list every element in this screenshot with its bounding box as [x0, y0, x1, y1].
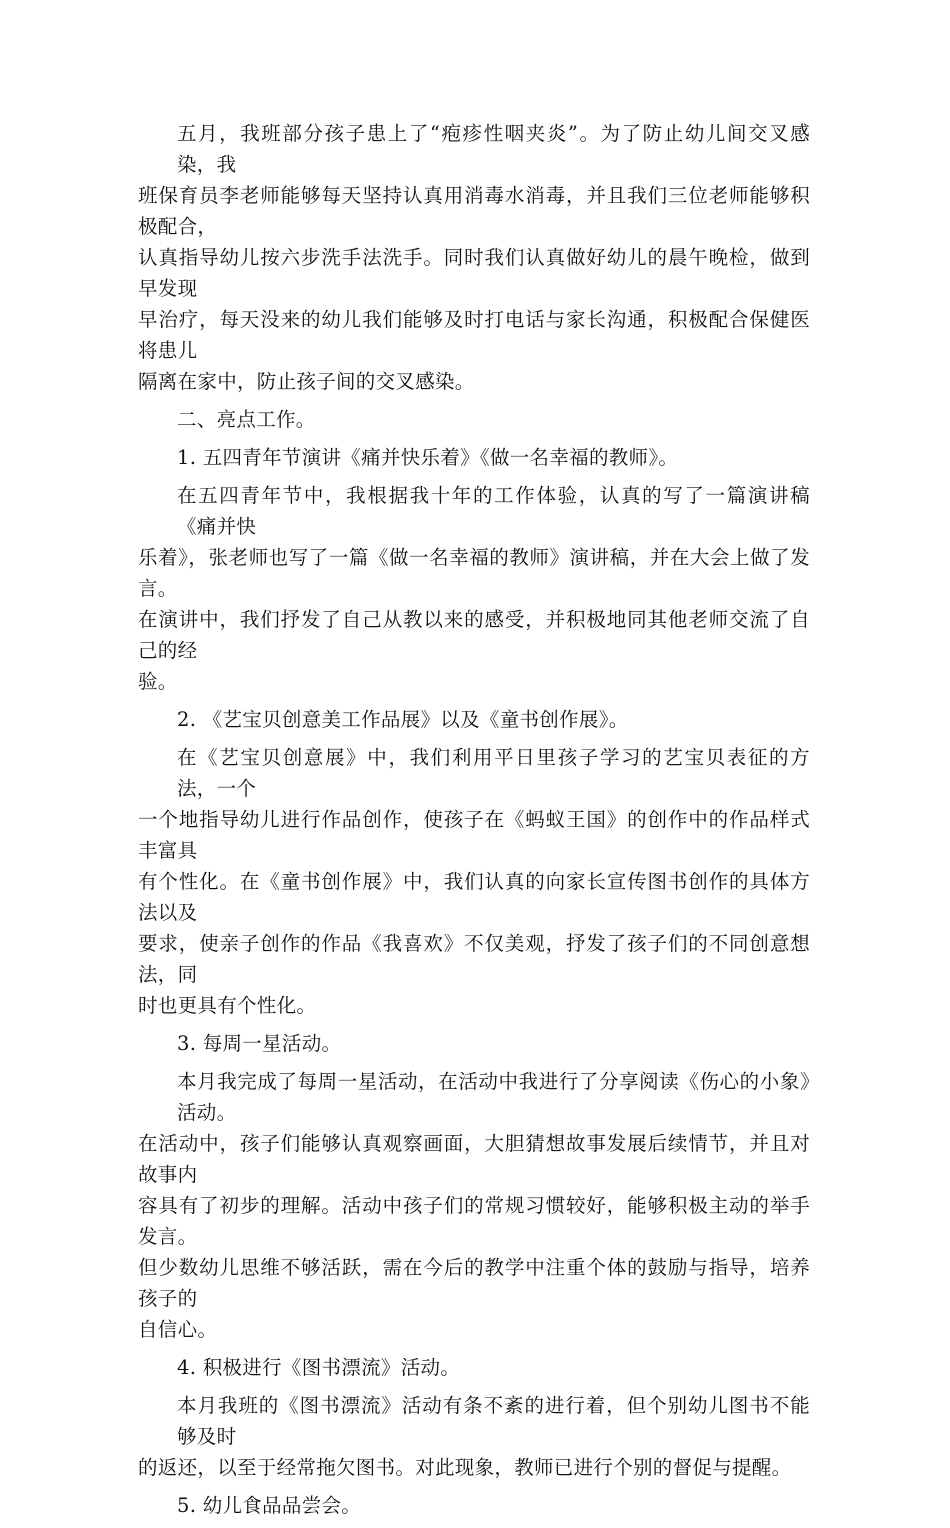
text-line: 五月，我班部分孩子患上了“疱疹性咽夹炎”。为了防止幼儿间交叉感染，我 [177, 122, 810, 176]
item-4-paragraph [138, 1390, 810, 1483]
text-line: 在活动中，孩子们能够认真观察画面，大胆猜想故事发展后续情节，并且对故事内 [138, 1132, 810, 1186]
text-line: 隔离在家中，防止孩子间的交叉感染。 [138, 370, 475, 393]
text-line: 在演讲中，我们抒发了自己从教以来的感受，并积极地同其他老师交流了自己的经 [138, 608, 810, 662]
text-line: 乐着》，张老师也写了一篇《做一名幸福的教师》演讲稿，并在大会上做了发言。 [138, 546, 810, 600]
text-line: 自信心。 [138, 1318, 218, 1341]
text-line: 一个地指导幼儿进行作品创作，使孩子在《蚂蚁王国》的创作中的作品样式丰富具 [138, 808, 810, 862]
document-body [138, 118, 810, 1528]
text-line: 验。 [138, 670, 178, 693]
text-line: 本月我完成了每周一星活动，在活动中我进行了分享阅读《伤心的小象》活动。 [177, 1070, 810, 1124]
text-line: 的返还，以至于经常拖欠图书。对此现象，教师已进行个别的督促与提醒。 [138, 1456, 792, 1479]
text-line: 本月我班的《图书漂流》活动有条不紊的进行着，但个别幼儿图书不能够及时 [177, 1394, 810, 1448]
text-line: 认真指导幼儿按六步洗手法洗手。同时我们认真做好幼儿的晨午晚检，做到早发现 [138, 246, 810, 300]
text-line: 在《艺宝贝创意展》中，我们利用平日里孩子学习的艺宝贝表征的方法，一个 [177, 746, 810, 800]
item-3-heading: 3. 每周一星活动。 [177, 1032, 342, 1055]
text-line: 有个性化。在《童书创作展》中，我们认真的向家长宣传图书创作的具体方法以及 [138, 870, 810, 924]
text-line: 班保育员李老师能够每天坚持认真用消毒水消毒，并且我们三位老师能够积极配合， [138, 184, 810, 238]
item-4-heading: 4. 积极进行《图书漂流》活动。 [177, 1356, 461, 1379]
text-line: 但少数幼儿思维不够活跃，需在今后的教学中注重个体的鼓励与指导，培养孩子的 [138, 1256, 810, 1310]
item-1-heading: 1. 五四青年节演讲《痛并快乐着》《做一名幸福的教师》。 [177, 446, 679, 469]
item-5-heading: 5. 幼儿食品品尝会。 [177, 1494, 362, 1517]
section-heading-highlights: 二、亮点工作。 [177, 408, 316, 431]
text-line: 时也更具有个性化。 [138, 994, 317, 1017]
item-2-paragraph [138, 742, 810, 1021]
item-3-paragraph [138, 1066, 810, 1345]
text-line: 要求，使亲子创作的作品《我喜欢》不仅美观，抒发了孩子们的不同创意想法，同 [138, 932, 810, 986]
text-line: 容具有了初步的理解。活动中孩子们的常规习惯较好，能够积极主动的举手发言。 [138, 1194, 810, 1248]
text-line: 在五四青年节中，我根据我十年的工作体验，认真的写了一篇演讲稿《痛并快 [177, 484, 810, 538]
text-line: 早治疗，每天没来的幼儿我们能够及时打电话与家长沟通，积极配合保健医将患儿 [138, 308, 810, 362]
item-2-heading: 2. 《艺宝贝创意美工作品展》以及《童书创作展》。 [177, 708, 629, 731]
paragraph-infection-prevention [138, 118, 810, 397]
item-1-paragraph [138, 480, 810, 697]
